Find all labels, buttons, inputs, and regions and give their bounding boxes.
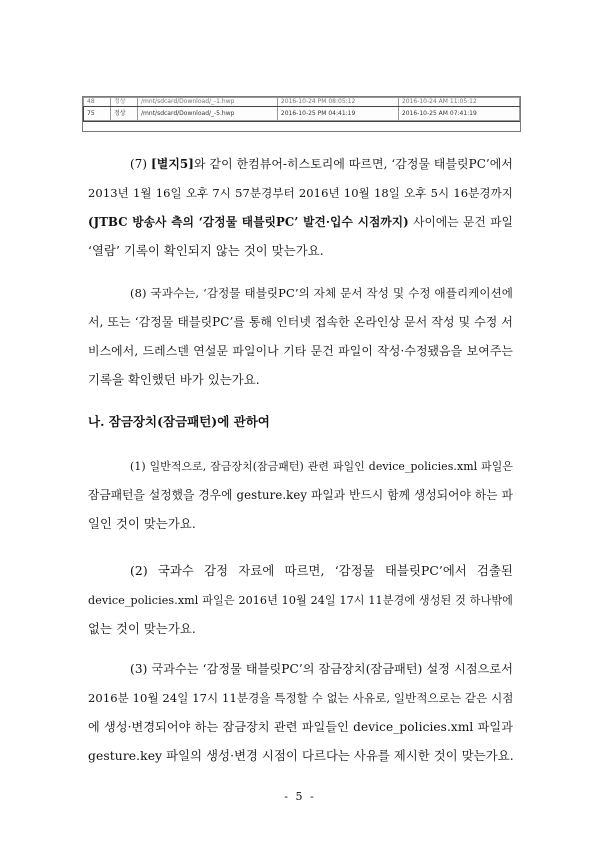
row-modified: 2016-10-25 AM 07:41:19: [398, 107, 519, 121]
q2-line-1: (2) 국과수 감정 자료에 따르면, ‘감정물 태블릿PC’에서 검출된: [130, 564, 513, 578]
q1-line-1: (1) 일반적으로, 잠금장치(잠금패턴) 관련 파일인 device_policies.xml 파일은: [130, 460, 513, 473]
q8-line-3: 비스에서, 드레스덴 연설문 파일이나 기타 문건 파일이 작성·수정됐음을 보여주는: [88, 344, 513, 358]
q7-number: (7): [130, 157, 152, 171]
row-id: 75: [84, 107, 111, 121]
q2-line-3: 없는 것이 맞는가요.: [88, 622, 196, 636]
row-modified: 2016-10-24 AM 11:05:12: [398, 98, 519, 107]
page-number: - 5 -: [284, 790, 316, 803]
question-7: [88, 150, 513, 266]
q7-text: 와 같이 한컴뷰어-히스토리에 따르면, ‘감정물 태블릿PC’에서: [194, 157, 513, 171]
q7-bold-phrase: (JTBC 방송사 측의 ‘감정물 태블릿PC’ 발견·입수 시점까지): [88, 215, 409, 229]
section-heading: 나. 잠금장치(잠금패턴)에 관하여: [88, 414, 270, 429]
table-row: [84, 107, 520, 121]
row-status: 정상: [111, 107, 138, 121]
question-8: [88, 279, 513, 395]
q7-text: 사이에는 문건 파일: [408, 215, 513, 229]
q8-line-4: 기록을 확인했던 바가 있는가요.: [88, 373, 260, 387]
q8-line-1: (8) 국과수는, ‘감정물 태블릿PC’의 자체 문서 작성 및 수정 애플리케이션에: [130, 286, 513, 300]
q8-line-2: 서, 또는 ‘감정물 태블릿PC’를 통해 인터넷 접속한 온라인상 문서 작성 및 수정 서: [88, 315, 513, 329]
q2-line-2: device_policies.xml 파일은 2016년 10월 24일 17시 11분경에 생성된 것 하나밖에: [88, 594, 513, 607]
q3-line-2: 2016분 10월 24일 17시 11분경을 특정할 수 없는 사유로, 일반적으로는 같은 시점: [88, 691, 514, 705]
q1-line-2: 잠금패턴을 설정했을 경우에 gesture.key 파일과 반드시 함께 생성되어야 하는 파: [88, 488, 513, 502]
q1-line-3: 일인 것이 맞는가요.: [88, 517, 196, 531]
q3-line-1: (3) 국과수는 ‘감정물 태블릿PC’의 잠금장치(잠금패턴) 설정 시점으로서: [130, 662, 513, 676]
q7-line-3: [88, 208, 513, 237]
q7-annex-ref: [별지5]: [151, 157, 195, 171]
row-id: 48: [84, 98, 111, 107]
row-created: 2016-10-25 PM 04:41:19: [277, 107, 398, 121]
q7-line-1: [88, 150, 513, 179]
question-2: [88, 557, 513, 644]
row-path: /mnt/sdcard/Download/_-5.hwp: [138, 107, 278, 121]
q7-line-4: ‘열람’ 기록이 확인되지 않는 것이 맞는가요.: [88, 244, 324, 258]
question-1: [88, 452, 513, 539]
row-path: /mnt/sdcard/Download/_-1.hwp: [138, 98, 278, 107]
row-created: 2016-10-24 PM 08:05:12: [277, 98, 398, 107]
q3-line-3: 에 생성·변경되어야 하는 잠금장치 관련 파일들인 device_policies.xml 파일과: [88, 720, 513, 734]
question-3: [88, 655, 513, 771]
table-row: [84, 98, 520, 107]
row-status: 정상: [111, 98, 138, 107]
q3-line-4: gesture.key 파일의 생성·변경 시점이 다르다는 사유를 제시한 것이 맞는가요.: [88, 749, 514, 763]
q7-line-2: 2013년 1월 16일 오후 7시 57분경부터 2016년 10월 18일 오후 5시 16분경까지: [88, 186, 513, 200]
log-table: [83, 97, 520, 121]
log-table-screenshot: [82, 96, 521, 132]
